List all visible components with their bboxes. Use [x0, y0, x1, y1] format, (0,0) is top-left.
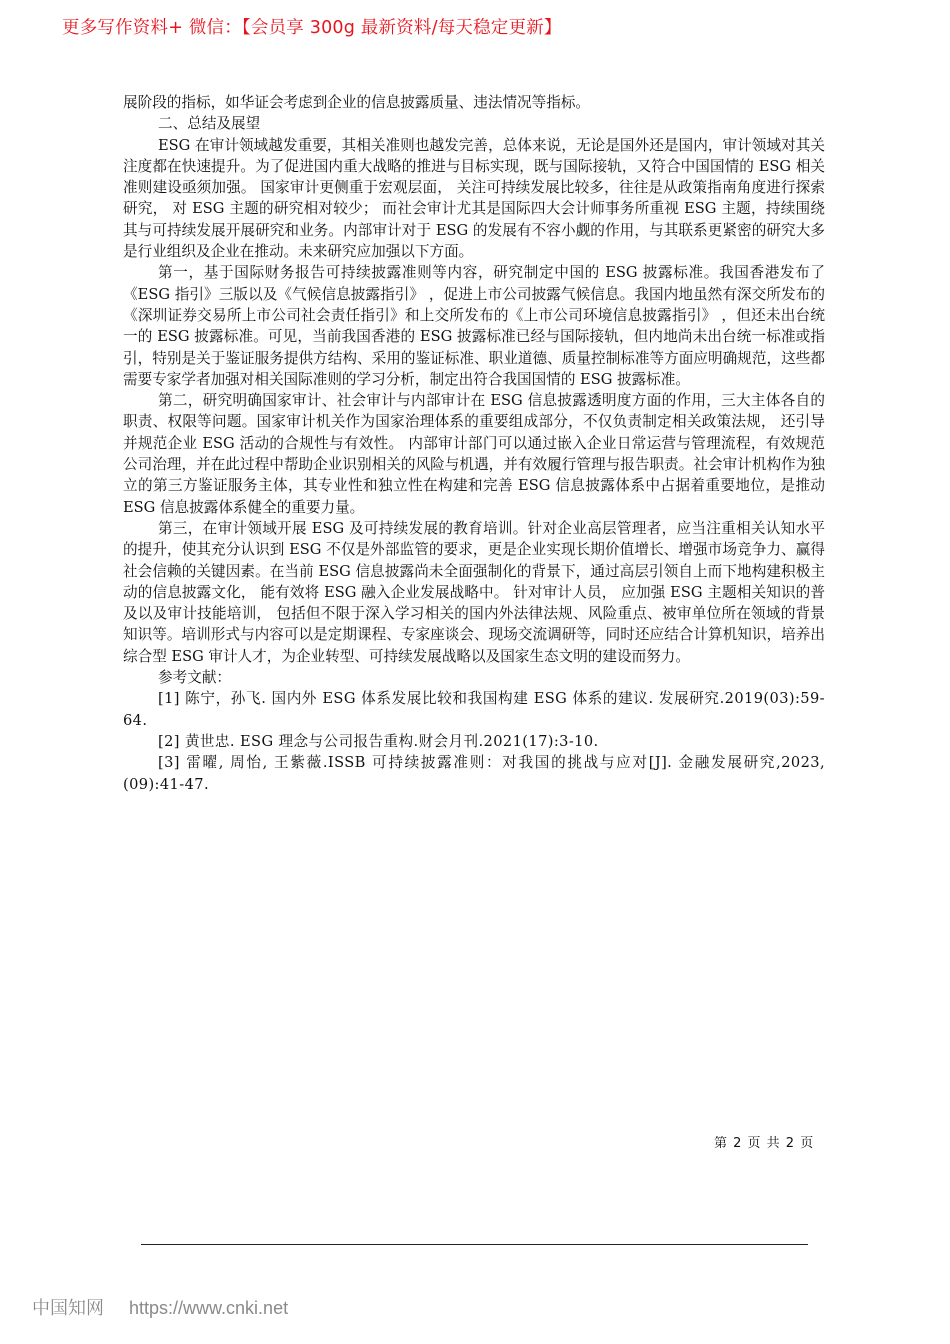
references-heading: 参考文献： — [158, 669, 232, 687]
promo-banner: 更多写作资料+ 微信：【会员享 300g 最新资料/每天稳定更新】 — [62, 18, 562, 38]
page-indicator: 第 2 页 共 2 页 — [714, 1136, 814, 1151]
paragraph-second: 第二，研究明确国家审计、社会审计与内部审计在 ESG 信息披露透明度方面的作用，三大主体各自的职责、权限等问题。国家审计机关作为国家治理体系的重要组成部分，不仅负责制定相关政策法规， 还引导并规范企业 ESG 活动的合规性与有效性。 内部审计部门可以通过嵌入企业日常运营与管理流程，有效规范公司治理，并在此过程中帮助企业识别相关的风险与机遇，并有效履行管理与报告职责。社会审计机构作为独立的第三方鉴证服务主体，其专业性和独立性在构建和完善 ESG 信息披露体系中占据着重要地位，是推动 ESG 信息披露体系健全的重要力量。 — [123, 392, 825, 516]
footer-divider — [141, 1244, 808, 1245]
paragraph-first: 第一，基于国际财务报告可持续披露准则等内容，研究制定中国的 ESG 披露标准。我国香港发布了《ESG 指引》三版以及《气候信息披露指引》 ，促进上市公司披露气候信息。我国内地虽然有深交所发布的《深圳证券交易所上市公司社会责任指引》和上交所发布的《上市公司环境信息披露指引》 ，但还未出台统一的 ESG 披露标准。可见，当前我国香港的 ESG 披露标准已经与国际接轨，但内地尚未出台统一标准或指引，特别是关于鉴证服务提供方结构、采用的鉴证标准、职业道德、质量控制标准等方面应明确规范，这些都需要专家学者加强对相关国际准则的学习分析，制定出符合我国国情的 ESG 披露标准。 — [123, 264, 825, 388]
reference-item: [3] 雷曜, 周怡, 王紫薇.ISSB 可持续披露准则：对我国的挑战与应对[J]. 金融发展研究,2023,(09):41-47. — [123, 754, 825, 793]
watermark-name: 中国知网 — [32, 1298, 104, 1318]
document-body — [123, 92, 825, 795]
reference-item: [2] 黄世忠. ESG 理念与公司报告重构.财会月刊.2021(17):3-10. — [158, 732, 599, 750]
paragraph-summary: ESG 在审计领域越发重要，其相关准则也越发完善，总体来说，无论是国外还是国内，审计领域对其关注度都在快速提升。为了促进国内重大战略的推进与目标实现，既与国际接轨，又符合中国国情的 ESG 相关准则建设亟须加强。 国家审计更侧重于宏观层面， 关注可持续发展比较多，往往是从政策指南角度进行探索研究， 对 ESG 主题的研究相对较少； 而社会审计尤其是国际四大会计师事务所重视 ESG 主题，持续围绕其与可持续发展开展研究和业务。内部审计对于 ESG 的发展有不容小觑的作用，与其联系更紧密的研究大多是行业组织及企业在推动。未来研究应加强以下方面。 — [123, 136, 825, 261]
cnki-watermark — [32, 1294, 288, 1320]
paragraph-continuation: 展阶段的指标，如华证会考虑到企业的信息披露质量、违法情况等指标。 — [123, 94, 591, 111]
reference-item: [1] 陈宁，孙飞. 国内外 ESG 体系发展比较和我国构建 ESG 体系的建议. 发展研究.2019(03):59-64. — [123, 690, 825, 729]
watermark-url: https://www.cnki.net — [129, 1298, 289, 1318]
paragraph-third: 第三，在审计领域开展 ESG 及可持续发展的教育培训。针对企业高层管理者，应当注重相关认知水平的提升，使其充分认识到 ESG 不仅是外部监管的要求，更是企业实现长期价值增长、增强市场竞争力、赢得社会信赖的关键因素。在当前 ESG 信息披露尚未全面强制化的背景下，通过高层引领自上而下地构建积极主动的信息披露文化， 能有效将 ESG 融入企业发展战略中。 针对审计人员， 应加强 ESG 主题相关知识的普及以及审计技能培训， 包括但不限于深入学习相关的国内外法律法规、风险重点、被审单位所在领域的背景知识等。培训形式与内容可以是定期课程、专家座谈会、现场交流调研等，同时还应结合计算机知识，培养出综合型 ESG 审计人才，为企业转型、可持续发展战略以及国家生态文明的建设而努力。 — [123, 519, 825, 665]
section-heading: 二、总结及展望 — [158, 115, 261, 133]
